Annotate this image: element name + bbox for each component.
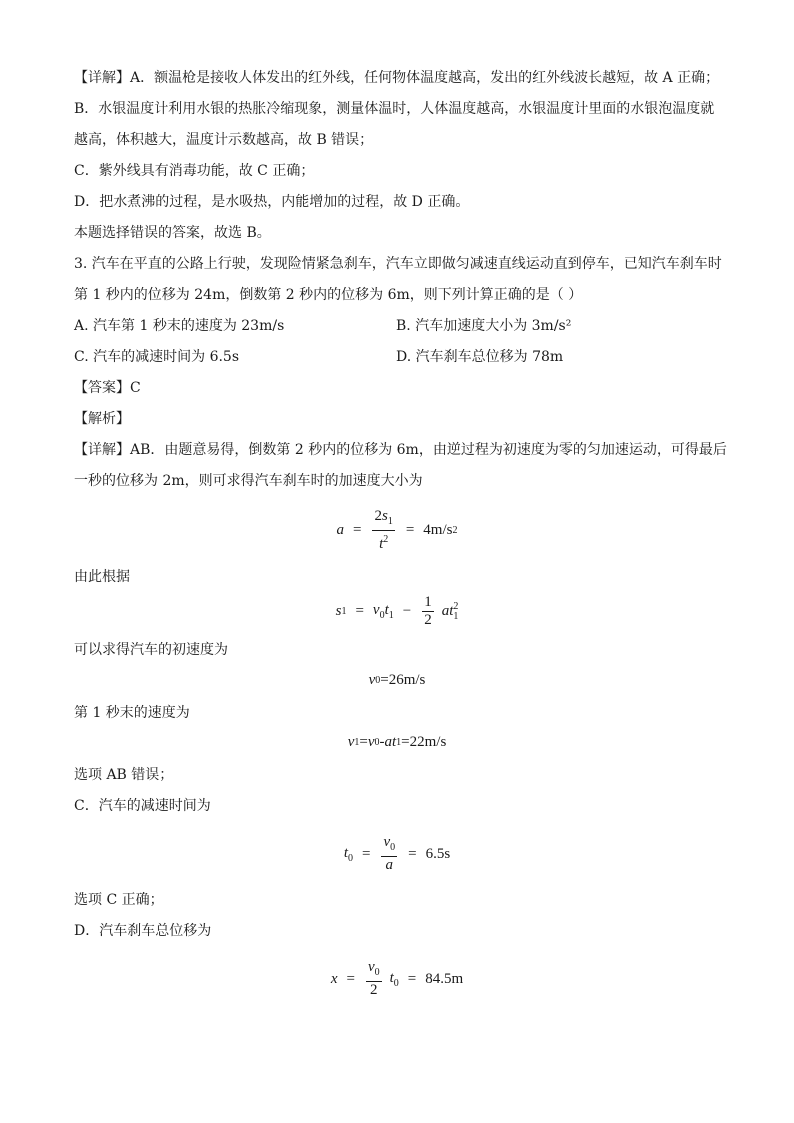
prev-solution-line-1: 【详解】A．额温枪是接收人体发出的红外线，任何物体温度越高，发出的红外线波长越短，故 A 正确； [74,70,720,86]
text-d-total: D．汽车刹车总位移为 [74,923,212,939]
text-c-correct: 选项 C 正确； [74,892,164,908]
prev-solution-line-6: 本题选择错误的答案，故选 B。 [74,225,271,241]
formula-first-second-speed: v 1 = v 0 - at 1 =22m/s [347,734,447,750]
formula-total-displacement-value: 84.5m [425,970,464,987]
formula-total-displacement: x = $\frac{v_0}{2}$ $t_0$ = 84.5m [330,959,464,998]
prev-solution-line-4: C．紫外线具有消毒功能，故 C 正确； [74,163,315,179]
prev-solution-line-2: B．水银温度计利用水银的热胀冷缩现象，测量体温时，人体温度越高，水银温度计里面的水银泡温度就 [74,101,715,117]
analysis-label: 【解析】 [74,411,130,427]
prev-solution-line-3: 越高，体积越大，温度计示数越高，故 B 错误； [74,132,374,148]
option-b: B. 汽车加速度大小为 3m/s² [396,318,572,334]
formula-initial-speed: v 0 =26m/s [368,672,426,688]
detail-line-1: 【详解】AB．由题意易得，倒数第 2 秒内的位移为 6m，由逆过程为初速度为零的匀加速运动，可得最后 [74,442,727,458]
option-c: C. 汽车的减速时间为 6.5s [74,349,240,365]
prev-solution-line-5: D．把水煮沸的过程，是水吸热，内能增加的过程，故 D 正确。 [74,194,470,210]
text-basis: 由此根据 [74,569,130,585]
formula-decel-time: $t_0$ = $\frac{v_0}{a}$ = 6.5s [343,834,451,873]
formula-acceleration: a = $\frac{2s_1}{t^2}$ = 4m/s 2 [336,508,458,552]
question-stem-line-2: 第 1 秒内的位移为 24m，倒数第 2 秒内的位移为 6m，则下列计算正确的是（ ） [74,287,583,303]
formula-initial-speed-value: =26m/s [380,672,426,688]
formula-first-second-value: =22m/s [401,734,447,750]
formula-acceleration-exponent: 2 [452,525,458,536]
formula-decel-time-value: 6.5s [425,845,451,862]
text-ab-wrong: 选项 AB 错误； [74,767,174,783]
detail-line-2: 一秒的位移为 2m，则可求得汽车刹车时的加速度大小为 [74,473,423,489]
text-c-time: C．汽车的减速时间为 [74,798,211,814]
text-initial-speed: 可以求得汽车的初速度为 [74,642,228,658]
formula-acceleration-result: 4m/s [423,522,453,538]
option-a: A. 汽车第 1 秒末的速度为 23m/s [74,318,285,334]
option-d: D. 汽车刹车总位移为 78m [396,349,564,365]
answer-line: 【答案】C [74,380,141,396]
formula-displacement: s 1 = $v_0t_1$ − $\frac{1}{2}$ $at_1^2$ [335,594,459,628]
question-stem-line-1: 3. 汽车在平直的公路上行驶，发现险情紧急刹车，汽车立即做匀减速直线运动直到停车，已知汽车刹车时 [74,256,722,272]
text-first-second: 第 1 秒末的速度为 [74,705,190,721]
